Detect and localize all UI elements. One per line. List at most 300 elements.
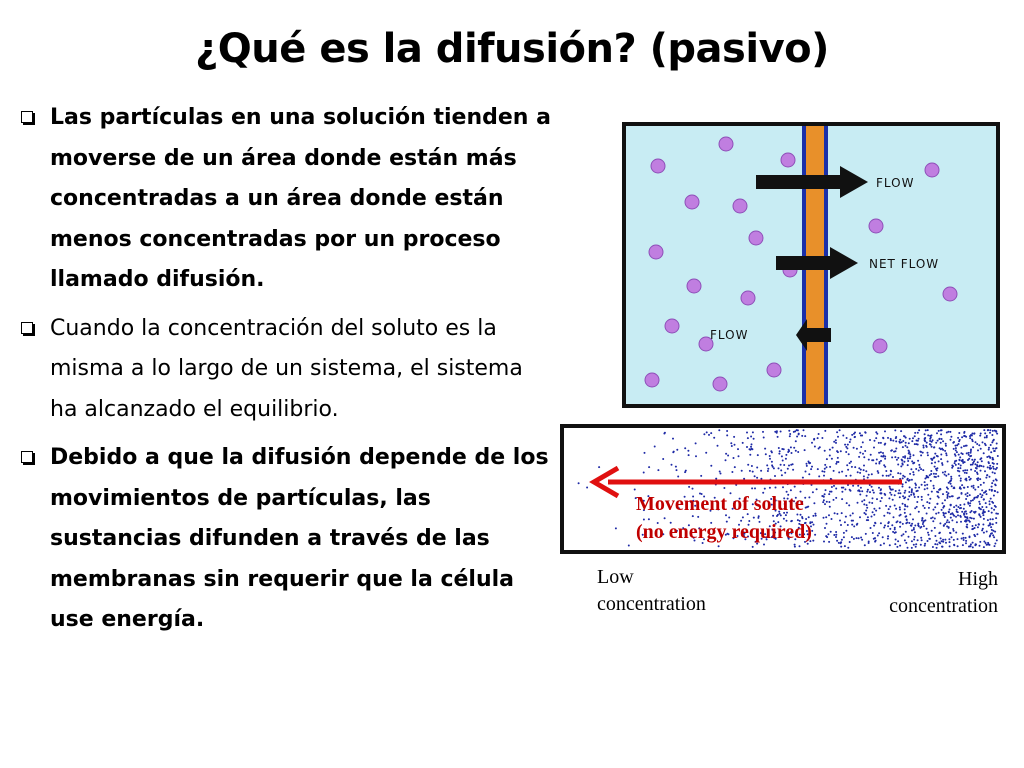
solute-dot [950,439,952,441]
solute-dot [870,527,872,529]
solute-dot [783,518,785,520]
solute-dot [824,468,826,470]
solute-dot [909,455,911,457]
solute-dot [973,485,975,487]
solute-dot [931,462,933,464]
solute-dot [983,518,985,520]
solute-dot [753,438,755,440]
solute-dot [938,512,940,514]
solute-dot [749,454,751,456]
solute-dot [969,502,971,504]
solute-dot [906,479,908,481]
solute-dot [985,477,987,479]
solute-dot [852,485,854,487]
solute-dot [977,486,979,488]
solute-dot [793,447,795,449]
solute-dot [941,462,943,464]
solute-dot [871,486,873,488]
solute-dot [969,505,971,507]
solute-dot [966,479,968,481]
solute-dot [974,535,976,537]
solute-dot [996,463,998,465]
solute-dot [908,442,910,444]
solute-dot [954,462,956,464]
solute-dot [977,477,979,479]
solute-dot [865,470,867,472]
solute-dot [934,535,936,537]
solute-dot [974,463,976,465]
solute-dot [700,475,702,477]
solute-dot [989,544,991,546]
solute-dot [992,534,994,536]
solute-dot [889,528,891,530]
solute-dot [958,443,960,445]
solute-dot [900,465,902,467]
bullet-item [18,438,553,641]
solute-dot [953,506,955,508]
solute-dot [671,464,673,466]
solute-dot [989,489,991,491]
solute-dot [992,518,994,520]
solute-dot [942,449,944,451]
solute-dot [805,518,807,520]
solute-dot [913,529,915,531]
solute-dot [798,433,800,435]
solute-dot [976,472,978,474]
solute-dot [780,431,782,433]
solute-dot [837,457,839,459]
solute-dot [989,524,991,526]
solute-dot [812,491,814,493]
solute-dot [931,491,933,493]
solute-dot [873,508,875,510]
solute-dot [828,514,830,516]
solute-dot [958,475,960,477]
solute-dot [922,523,924,525]
solute-dot [927,540,929,542]
solute-dot [914,536,916,538]
solute-dot [905,445,907,447]
solute-dot [969,437,971,439]
solute-dot [969,435,971,437]
solute-dot [826,458,828,460]
solute-dot [902,495,904,497]
solute-dot [804,497,806,499]
solute-dot [615,527,617,529]
solute-dot [895,436,897,438]
solute-dot [756,467,758,469]
solute-dot [790,489,792,491]
solute-dot [753,517,755,519]
solute-dot [851,536,853,538]
solute-dot [928,534,930,536]
solute-dot [961,484,963,486]
solute-dot [896,521,898,523]
solute-dot [752,546,754,548]
solute-dot [933,485,935,487]
solute-dot [887,437,889,439]
solute-dot [942,440,944,442]
solute-dot [831,458,833,460]
solute-dot [992,458,994,460]
solute-dot [888,497,890,499]
solute-dot [873,447,875,449]
solute-dot [859,432,861,434]
solute-dot [990,444,992,446]
solute-dot [808,496,810,498]
solute-dot [905,542,907,544]
solute-dot [875,437,877,439]
solute-dot [955,445,957,447]
solute-dot [710,465,712,467]
solute-dot [934,527,936,529]
solute-dot [812,515,814,517]
solute-dot [983,466,985,468]
solute-dot [821,470,823,472]
solute-dot [955,464,957,466]
solute-dot [955,447,957,449]
solute-dot [929,498,931,500]
solute-dot [865,513,867,515]
solute-dot [947,488,949,490]
solute-dot [949,545,951,547]
solute-dot [829,449,831,451]
solute-dot [874,522,876,524]
solute-dot [974,497,976,499]
solute-dot [789,435,791,437]
solute-dot [829,506,831,508]
solute-dot [997,455,999,457]
solute-dot [992,440,994,442]
solute-dot [899,506,901,508]
solute-dot [961,436,963,438]
solute-dot [996,467,998,469]
solute-dot [850,475,852,477]
particle [767,363,781,377]
solute-dot [942,541,944,543]
solute-dot [939,488,941,490]
solute-dot [934,543,936,545]
solute-dot [662,458,664,460]
solute-dot [947,494,949,496]
solute-dot [831,486,833,488]
solute-dot [835,488,837,490]
solute-dot [892,440,894,442]
solute-dot [824,503,826,505]
solute-dot [859,516,861,518]
solute-dot [806,465,808,467]
high-concentration-label [858,566,998,620]
solute-dot [936,540,938,542]
solute-dot [917,460,919,462]
solute-dot [883,527,885,529]
solute-dot [984,432,986,434]
solute-dot [851,434,853,436]
particle [741,291,755,305]
solute-dot [905,481,907,483]
solute-dot [899,439,901,441]
solute-dot [801,435,803,437]
solute-dot [894,527,896,529]
solute-dot [863,503,865,505]
solute-dot [844,488,846,490]
solute-dot [991,507,993,509]
solute-dot [873,525,875,527]
solute-dot [866,491,868,493]
solute-dot [816,488,818,490]
solute-dot [705,452,707,454]
solute-dot [852,512,854,514]
solute-dot [942,472,944,474]
solute-dot [813,524,815,526]
solute-dot [862,441,864,443]
solute-dot [983,429,985,431]
solute-dot [847,524,849,526]
particle [925,163,939,177]
solute-dot [797,451,799,453]
solute-dot [849,541,851,543]
solute-dot [957,497,959,499]
solute-dot [835,442,837,444]
solute-dot [967,486,969,488]
solute-dot [980,448,982,450]
solute-dot [904,539,906,541]
solute-dot [930,444,932,446]
solute-dot [928,538,930,540]
solute-dot [900,473,902,475]
solute-dot [960,447,962,449]
solute-dot [815,515,817,517]
solute-dot [780,469,782,471]
solute-dot [887,538,889,540]
solute-dot [969,511,971,513]
solute-dot [782,460,784,462]
solute-dot [765,453,767,455]
solute-dot [985,502,987,504]
solute-dot [884,430,886,432]
solute-dot [994,450,996,452]
solute-dot [791,452,793,454]
solute-dot [796,436,798,438]
solute-dot [676,449,678,451]
solute-dot [858,456,860,458]
solute-dot [978,524,980,526]
solute-dot [726,430,728,432]
solute-dot [872,497,874,499]
solute-dot [973,487,975,489]
solute-dot [835,463,837,465]
solute-dot [894,494,896,496]
solute-dot [840,524,842,526]
solute-dot [899,492,901,494]
solute-dot [925,429,927,431]
solute-dot [908,495,910,497]
solute-dot [918,464,920,466]
solute-dot [914,435,916,437]
solute-dot [907,458,909,460]
solute-dot [896,459,898,461]
solute-dot [966,472,968,474]
solute-dot [953,544,955,546]
solute-dot [903,461,905,463]
solute-dot [930,473,932,475]
solute-dot [841,512,843,514]
solute-dot [802,477,804,479]
solute-dot [598,466,600,468]
solute-dot [578,482,580,484]
solute-dot [882,452,884,454]
solute-dot [730,442,732,444]
solute-dot [909,479,911,481]
solute-dot [872,459,874,461]
solute-dot [853,433,855,435]
solute-dot [964,431,966,433]
solute-dot [976,533,978,535]
flow-label-top: FLOW [876,176,915,190]
solute-dot [936,491,938,493]
solute-dot [983,499,985,501]
solute-dot [915,468,917,470]
solute-dot [757,454,759,456]
solute-dot [814,446,816,448]
solute-dot [947,461,949,463]
solute-dot [972,499,974,501]
bullet-text: Las partículas en una solución tienden a moverse de un área donde están más concentradas a un área donde están menos concentradas por un proceso llamado difusión. [50,105,551,292]
solute-dot [823,517,825,519]
solute-dot [841,487,843,489]
solute-dot [962,544,964,546]
solute-dot [872,511,874,513]
checkbox-bullet-icon [21,451,33,463]
solute-dot [993,509,995,511]
solute-dot [963,539,965,541]
solute-dot [935,513,937,515]
solute-dot [752,431,754,433]
solute-dot [884,493,886,495]
solute-dot [890,470,892,472]
solute-dot [906,506,908,508]
solute-dot [953,487,955,489]
solute-dot [862,453,864,455]
solute-dot [841,539,843,541]
solute-dot [799,545,801,547]
solute-dot [866,504,868,506]
solute-dot [911,540,913,542]
solute-dot [958,454,960,456]
solute-dot [980,516,982,518]
solute-dot [979,478,981,480]
solute-dot [859,494,861,496]
solute-dot [930,480,932,482]
solute-dot [917,496,919,498]
solute-dot [933,456,935,458]
solute-dot [996,443,998,445]
solute-dot [909,473,911,475]
solute-dot [781,455,783,457]
solute-dot [936,547,938,549]
solute-dot [895,490,897,492]
particle [869,219,883,233]
solute-dot [777,436,779,438]
solute-dot [965,510,967,512]
solute-dot [982,441,984,443]
solute-dot [863,465,865,467]
solute-dot [845,475,847,477]
solute-dot [858,467,860,469]
solute-dot [787,451,789,453]
solute-dot [992,523,994,525]
solute-dot [945,512,947,514]
solute-dot [706,431,708,433]
solute-dot [878,452,880,454]
solute-dot [983,546,985,548]
solute-dot [899,526,901,528]
solute-dot [918,429,920,431]
solute-dot [808,516,810,518]
solute-dot [927,532,929,534]
solute-dot [846,502,848,504]
solute-dot [940,454,942,456]
solute-dot [908,522,910,524]
solute-dot [912,518,914,520]
solute-dot [949,509,951,511]
solute-dot [891,524,893,526]
solute-dot [973,518,975,520]
solute-dot [926,476,928,478]
solute-dot [884,458,886,460]
solute-dot [951,495,953,497]
solute-dot [715,478,717,480]
solute-dot [931,530,933,532]
solute-dot [843,536,845,538]
solute-dot [921,484,923,486]
solute-dot [962,470,964,472]
solute-dot [994,531,996,533]
solute-dot [967,492,969,494]
solute-dot [982,528,984,530]
solute-dot [965,521,967,523]
solute-dot [966,469,968,471]
solute-dot [977,495,979,497]
solute-dot [936,503,938,505]
solute-dot [914,432,916,434]
solute-dot [981,460,983,462]
solute-dot [775,487,777,489]
solute-dot [929,438,931,440]
solute-dot [880,522,882,524]
solute-dot [853,447,855,449]
solute-dot [858,537,860,539]
solute-dot [871,473,873,475]
solute-dot [951,465,953,467]
solute-dot [974,544,976,546]
solute-dot [771,461,773,463]
solute-dot [992,430,994,432]
solute-dot [806,463,808,465]
solute-dot [869,439,871,441]
solute-dot [890,474,892,476]
solute-dot [806,506,808,508]
solute-dot [897,472,899,474]
solute-dot [737,448,739,450]
solute-dot [888,475,890,477]
solute-dot [984,491,986,493]
solute-dot [924,433,926,435]
solute-dot [869,491,871,493]
solute-dot [876,498,878,500]
solute-dot [754,487,756,489]
solute-dot [835,534,837,536]
